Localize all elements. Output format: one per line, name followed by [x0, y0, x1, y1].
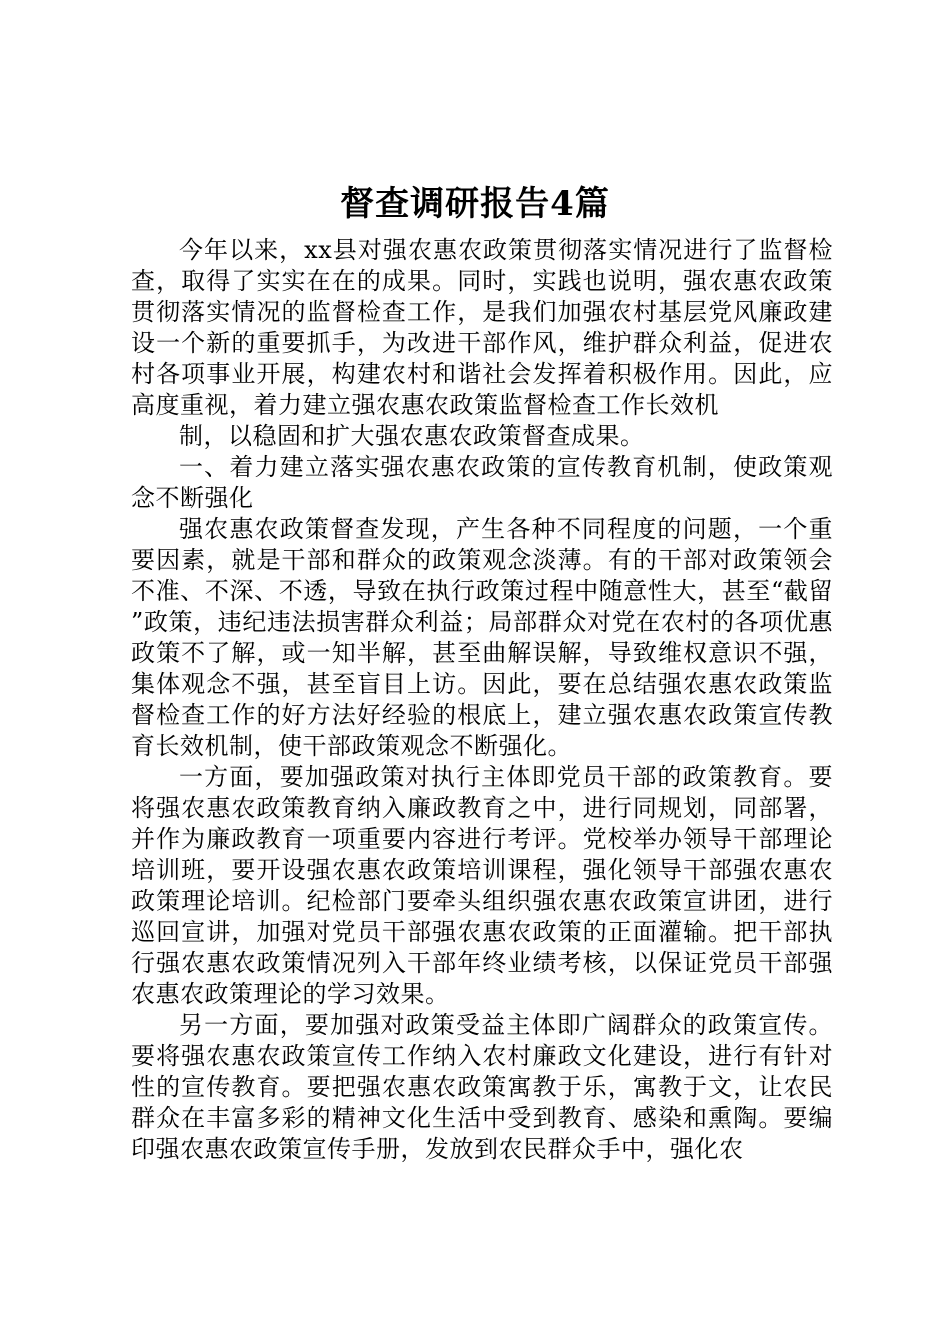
paragraph-problem-analysis: 强农惠农政策督查发现，产生各种不同程度的问题，一个重要因素，就是干部和群众的政策观念淡薄。有的干部对政策领会不准、不深、不透，导致在执行政策过程中随意性大，甚至“截留”政策，违纪违法损害群众利益；局部群众对党在农村的各项优惠政策不了解，或一知半解，甚至曲解误解，导致维权意识不强，集体观念不强，甚至盲目上访。因此，要在总结强农惠农政策监督检查工作的好方法好经验的根底上，建立强农惠农政策宣传教育长效机制，使干部政策观念不断强化。	[131, 515, 833, 760]
document-body	[131, 235, 833, 1165]
paragraph-intro: 今年以来，xx县对强农惠农政策贯彻落实情况进行了监督检查，取得了实实在在的成果。同时，实践也说明，强农惠农政策贯彻落实情况的监督检查工作，是我们加强农村基层党风廉政建设一个新的重要抓手，为改进干部作风，维护群众利益，促进农村各项事业开展，构建农村和谐社会发挥着积极作用。因此，应高度重视，着力建立强农惠农政策监督检查工作长效机	[131, 236, 833, 419]
section-heading-1: 一、着力建立落实强农惠农政策的宣传教育机制，使政策观念不断强化	[131, 453, 833, 512]
paragraph-cadre-education: 一方面，要加强政策对执行主体即党员干部的政策教育。要将强农惠农政策教育纳入廉政教育之中，进行同规划，同部署，并作为廉政教育一项重要内容进行考评。党校举办领导干部理论培训班，要开设强农惠农政策培训课程，强化领导干部强农惠农政策理论培训。纪检部门要牵头组织强农惠农政策宣讲团，进行巡回宣讲，加强对党员干部强农惠农政策的正面灌输。把干部执行强农惠农政策情况列入干部年终业绩考核，以保证党员干部强农惠农政策理论的学习效果。	[131, 763, 833, 1008]
paragraph-intro-continued: 制，以稳固和扩大强农惠农政策督查成果。	[179, 422, 645, 450]
document-title: 督查调研报告4篇	[340, 184, 610, 224]
paragraph-public-publicity: 另一方面，要加强对政策受益主体即广阔群众的政策宣传。要将强农惠农政策宣传工作纳入农村廉政文化建设，进行有针对性的宣传教育。要把强农惠农政策寓教于乐，寓教于文，让农民群众在丰富多彩的精神文化生活中受到教育、感染和熏陶。要编印强农惠农政策宣传手册，发放到农民群众手中，强化农	[131, 1011, 833, 1163]
